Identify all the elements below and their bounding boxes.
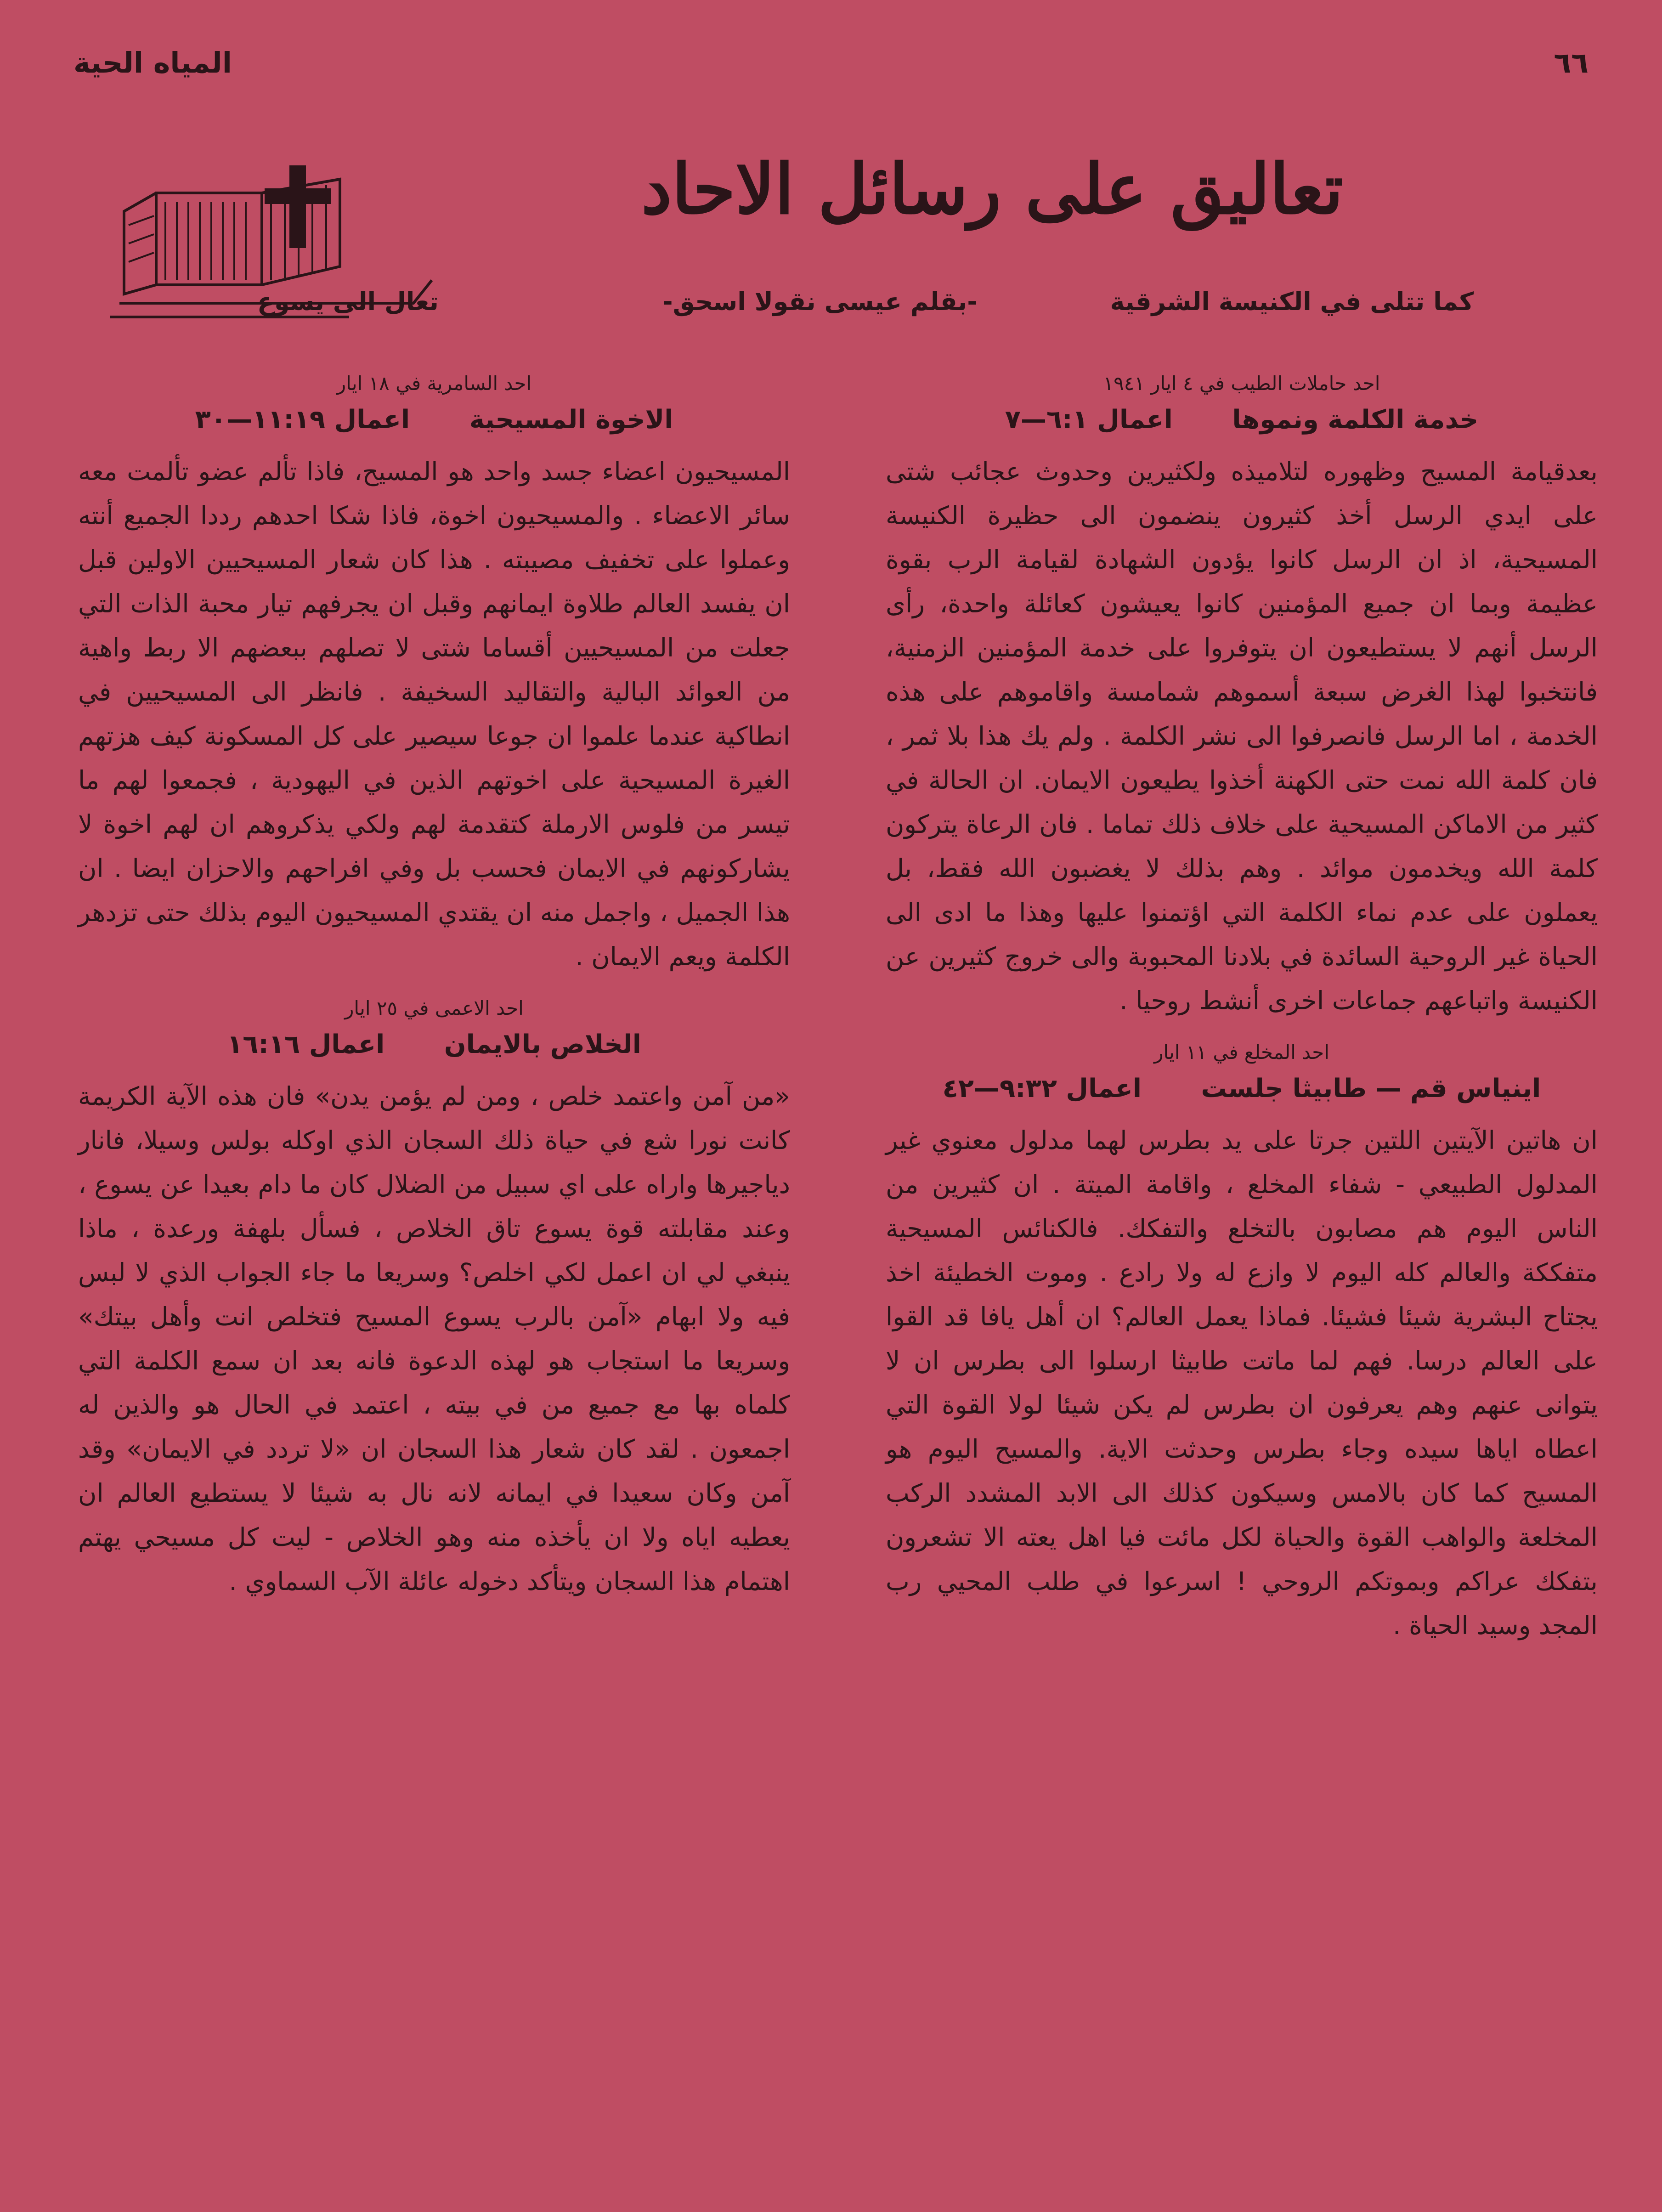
section-title: الخلاص بالايمان bbox=[444, 1030, 641, 1059]
scripture-reference: اعمال ١٦:١٦ bbox=[227, 1030, 385, 1059]
scripture-reference: اعمال ٩:٣٢—٤٢ bbox=[942, 1074, 1142, 1103]
section-3 bbox=[78, 368, 790, 979]
section-paragraph: المسيحيون اعضاء جسد واحد هو المسيح، فاذا تألم عضو تألمت معه سائر الاعضاء . والمسيحيون اخوة، فاذا شكا احدهم رددا الجميع أنته وعملوا على تخفيف مصيبته . هذا كان شعار المسيحيين الاولين قبل ان يفسد العالم طلاوة ايمانهم وقبل ان يجرفهم تيار محبة الذات التي جعلت من المسيحيين أقساما شتى لا تصلهم ببعضهم الا ربط واهية من العوائد البالية والتقاليد السخيفة . فانظر الى المسيحيين في انطاكية عندما علموا ان جوعا سيصير على كل المسكونة كيف هزتهم الغيرة المسيحية على اخوتهم الذين في اليهودية ، فجمعوا لهم ما تيسر من فلوس الارملة كتقدمة لهم ولكي يذكروهم ان لهم اخوة لا يشاركونهم في الايمان فحسب بل وفي افراحهم والاحزان ايضا . ان هذا الجميل ، واجمل منه ان يقتدي المسيحيون اليوم بذلك حتى تزدهر الكلمة ويعم الايمان . bbox=[78, 457, 790, 971]
section-title: الاخوة المسيحية bbox=[469, 405, 673, 435]
scripture-reference: اعمال ٦:١—٧ bbox=[1005, 405, 1173, 435]
section-heading bbox=[886, 400, 1598, 440]
section-title: خدمة الكلمة ونموها bbox=[1232, 405, 1479, 435]
left-column bbox=[78, 368, 790, 1617]
scripture-reference: اعمال ١١:١٩—٣٠ bbox=[195, 405, 410, 435]
section-date: احد الاعمى في ٢٥ ايار bbox=[345, 997, 524, 1019]
magazine-name: المياه الحية bbox=[73, 46, 232, 79]
author-line: -بقلم عيسى نقولا اسحق- bbox=[662, 287, 978, 316]
section-paragraph: بعدقيامة المسيح وظهوره لتلاميذه ولكثيرين وحدوث عجائب شتى على ايدي الرسل أخذ كثيرون ينضمون الى حظيرة الكنيسة المسيحية، اذ ان الرسل كانوا يؤدون الشهادة لقيامة الرب بقوة عظيمة وبما ان جميع المؤمنين كانوا يعيشون كعائلة واحدة، رأى الرسل أنهم لا يستطيعون ان يتوفروا على خدمة المؤمنين الزمنية، فانتخبوا لهذا الغرض سبعة أسموهم شمامسة واقاموهم على هذه الخدمة ، اما الرسل فانصرفوا الى نشر الكلمة . ولم يك هذا بلا ثمر ، فان كلمة الله نمت حتى الكهنة أخذوا يطيعون الايمان. ان الحالة في كثير من الاماكن المسيحية على خلاف ذلك تماما . فان الرعاة يتركون كلمة الله ويخدمون موائد . وهم بذلك لا يغضبون الله فقط، بل يعملون على عدم نماء الكلمة التي اؤتمنوا عليها وهذا ما ادى الى الحياة غير الروحية السائدة في بلادنا المحبوبة والى خروج كثيرين عن الكنيسة واتباعهم جماعات اخرى أنشط روحيا . bbox=[886, 457, 1598, 1015]
section-1 bbox=[886, 368, 1598, 1023]
section-paragraph: «من آمن واعتمد خلص ، ومن لم يؤمن يدن» فان هذه الآية الكريمة كانت نورا شع في حياة ذلك السجان الذي اوكله بولس وسيلا، فانار دياجيرها واراه على اي سبيل من الضلال كان ما دام بعيدا عن يسوع ، وعند مقابلته قوة يسوع تاق الخلاص ، فسأل بلهفة ورعدة ، ماذا ينبغي لي ان اعمل لكي اخلص؟ وسريعا ما جاء الجواب الذي لا لبس فيه ولا ابهام «آمن بالرب يسوع المسيح فتخلص انت وأهل بيتك» وسريعا ما استجاب هو لهذه الدعوة فانه بعد ان سمع الكلمة التي كلماه بها مع جميع من في بيته ، اعتمد في الحال هو والذين له اجمعون . لقد كان شعار هذا السجان ان «لا تردد في الايمان» وقد آمن وكان سعيدا في ايمانه لانه نال به شيئا لا يستطيع العالم ان يعطيه اياه ولا ان يأخذه منه وهو الخلاص - ليت كل مسيحي يهتم اهتمام هذا السجان ويتأكد دخوله عائلة الآب السماوي . bbox=[78, 1081, 790, 1596]
section-4 bbox=[78, 992, 790, 1603]
section-date: احد حاملات الطيب في ٤ ايار ١٩٤١ bbox=[1103, 372, 1380, 395]
right-column bbox=[886, 368, 1598, 1661]
subtitle-left: تعال الى يسوع bbox=[257, 287, 439, 316]
section-date: احد السامرية في ١٨ ايار bbox=[336, 372, 532, 395]
section-date: احد المخلع في ١١ ايار bbox=[1154, 1041, 1329, 1064]
section-heading bbox=[78, 1024, 790, 1065]
page-number: ٦٦ bbox=[1554, 46, 1589, 79]
section-heading bbox=[886, 1069, 1598, 1109]
article-title: تعاليق على رسائل الاحاد bbox=[641, 149, 1344, 230]
section-title: اينياس قم — طابيثا جلست bbox=[1201, 1074, 1541, 1103]
section-heading bbox=[78, 400, 790, 440]
section-2 bbox=[886, 1036, 1598, 1647]
section-paragraph: ان هاتين الآيتين اللتين جرتا على يد بطرس لهما مدلول معنوي غير المدلول الطبيعي - شفاء المخلع ، واقامة الميتة . ان كثيرين من الناس اليوم هم مصابون بالتخلع والتفكك. فالكنائس المسيحية متفككة والعالم كله اليوم لا وازع له ولا رادع . وموت الخطيئة اخذ يجتاح البشرية شيئا فشيئا. فماذا يعمل العالم؟ ان أهل يافا قد القوا على العالم درسا. فهم لما ماتت طابيثا ارسلوا الى بطرس ان لا يتوانى عنهم وهم يعرفون ان بطرس لم يكن شيئا لولا القوة التي اعطاه اياها سيده وجاء بطرس وحدثت الاية. والمسيح اليوم هو المسيح كما كان بالامس وسيكون كذلك الى الابد المشدد الركب المخلعة والواهب القوة والحياة لكل مائت فيا اهل يعته الا تشعرون بتفكك عراكم وبموتكم الروحي ! اسرعوا في طلب المحيي رب المجد وسيد الحياة . bbox=[886, 1126, 1598, 1640]
subtitle-right: كما تتلى في الكنيسة الشرقية bbox=[1110, 287, 1474, 316]
